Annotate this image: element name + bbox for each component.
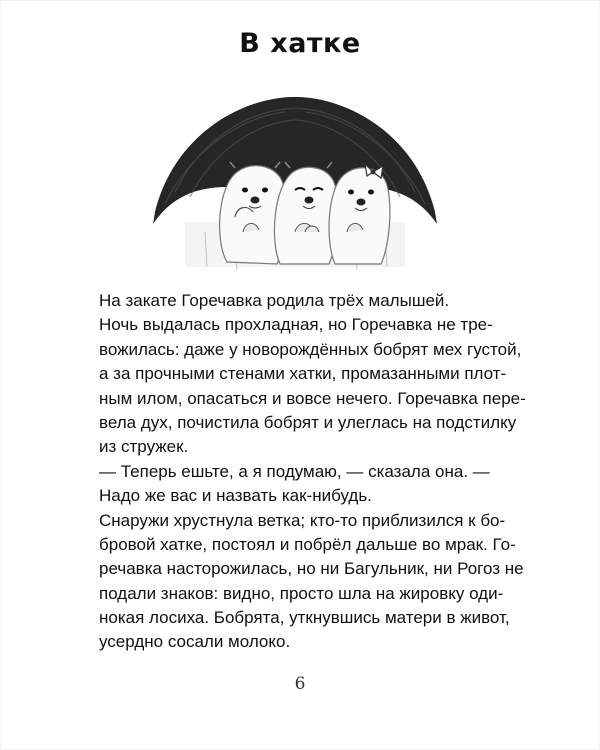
page-number: 6	[294, 674, 306, 694]
text-line: из стружек.	[99, 437, 189, 457]
text-line: — Теперь ешьте, а я подумаю, — сказала она. —	[99, 461, 490, 481]
text-line: Надо же вас и назвать как-нибудь.	[99, 486, 372, 506]
text-line: Снаружи хрустнула ветка; кто-то приблизился к бо-	[99, 510, 506, 530]
text-line: вожилась: даже у новорождённых бобрят мех густой,	[99, 339, 522, 359]
text-line: бровой хатке, постоял и побрёл дальше во мрак. Го-	[99, 534, 516, 554]
chapter-body-text	[99, 289, 526, 655]
beavers-illustration	[145, 92, 445, 282]
text-line: вела дух, почистила бобрят и улеглась на подстилку	[99, 412, 517, 432]
text-line: подали знаков: видно, просто шла на жировку оди-	[99, 583, 504, 603]
text-line: ным илом, опасаться и вовсе нечего. Горечавка пере-	[99, 388, 526, 408]
text-line: а за прочными стенами хатки, промазанными плот-	[99, 364, 507, 384]
chapter-title: В хатке	[239, 28, 361, 59]
text-line: усердно сосали молоко.	[99, 632, 291, 652]
text-line: На закате Горечавка родила трёх малышей.	[99, 291, 450, 310]
text-line: речавка насторожилась, но ни Багульник, ни Рогоз не	[99, 559, 524, 579]
text-line: Ночь выдалась прохладная, но Горечавка не тре-	[99, 315, 493, 335]
text-line: нокая лосиха. Бобрята, уткнувшись матери в живот,	[99, 608, 510, 628]
